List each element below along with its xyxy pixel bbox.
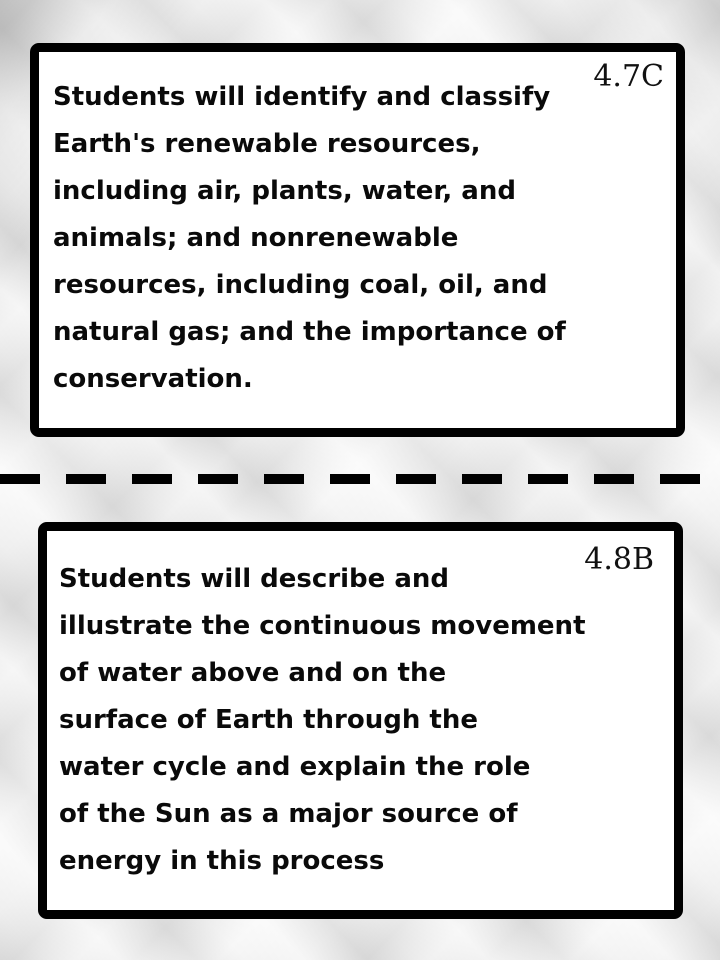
standard-code-badge: 4.7C [593,59,664,94]
standard-text [53,74,566,403]
standard-card-4-8b [38,522,683,919]
text-line: Students will describe and [59,564,450,594]
text-line: Earth's renewable resources, [53,129,481,159]
text-line: conservation. [53,364,253,394]
text-line: illustrate the continuous movement [59,611,586,641]
text-line: Students will identify and classify [53,82,551,112]
standard-card-4-7c [30,43,685,437]
text-line: including air, plants, water, and [53,176,516,206]
standard-text [59,556,586,885]
text-line: animals; and nonrenewable [53,223,459,253]
text-line: water cycle and explain the role [59,752,531,782]
text-line: surface of Earth through the [59,705,478,735]
dashed-cut-line [0,474,720,484]
standard-code-badge: 4.8B [584,542,654,577]
text-line: of the Sun as a major source of [59,799,518,829]
text-line: of water above and on the [59,658,447,688]
text-line: natural gas; and the importance of [53,317,566,347]
text-line: energy in this process [59,846,385,876]
text-line: resources, including coal, oil, and [53,270,548,300]
